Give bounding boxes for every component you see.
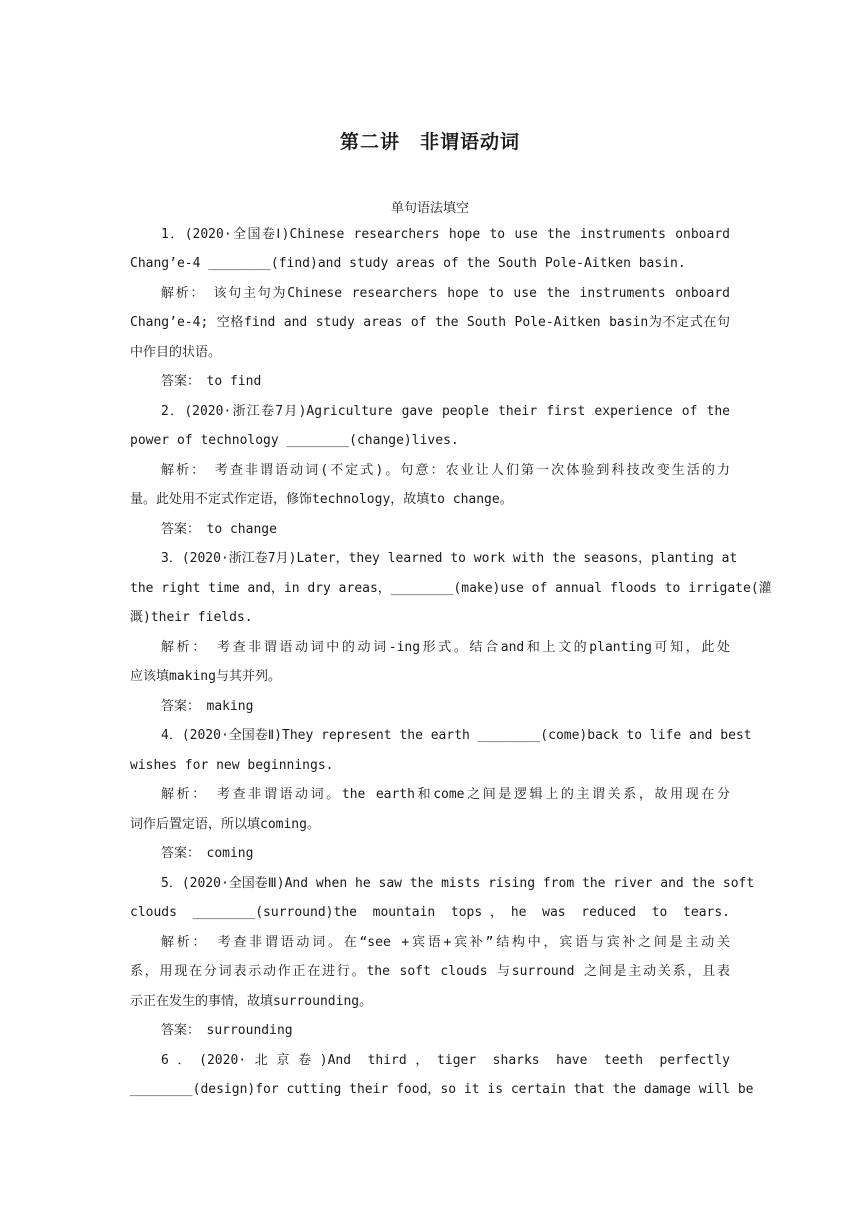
q6-line-1: 6．(2020·北京卷)And third，tiger sharks have teeth perfectly	[161, 1053, 730, 1068]
q1-line-1: 1．(2020·全国卷Ⅰ)Chinese researchers hope to use the instruments onboard	[161, 227, 730, 242]
q2-line-1: 2．(2020·浙江卷7月)Agriculture gave people their first experience of the	[161, 404, 730, 419]
q6-line-2: ________(design)for cutting their food，so it is certain that the damage will be	[130, 1082, 754, 1097]
q3-line-2: the right time and，in dry areas，________(make)use of annual floods to irrigate(灌	[130, 581, 772, 596]
page-title: 第二讲 非谓语动词	[339, 131, 520, 153]
q2-answer: 答案： to change	[161, 522, 277, 537]
q1-analysis-line-1: 解析： 该句主句为Chinese researchers hope to use the instruments onboard	[161, 286, 730, 301]
q4-analysis-line-1: 解析： 考查非谓语动词。the earth和come之间是逻辑上的主谓关系，故用现在分	[161, 787, 730, 802]
q3-line-3: 溉)their fields.	[130, 610, 253, 625]
q4-line-2: wishes for new beginnings.	[130, 758, 334, 773]
q5-line-2: clouds ________(surround)the mountain tops，he was reduced to tears.	[130, 905, 730, 920]
q1-line-2: Chang’e-4 ________(find)and study areas of the South Pole-Aitken basin.	[130, 256, 686, 271]
q5-line-1: 5．(2020·全国卷Ⅲ)And when he saw the mists rising from the river and the soft	[161, 876, 755, 891]
q1-analysis-line-3: 中作目的状语。	[130, 345, 222, 360]
q5-answer: 答案： surrounding	[161, 1023, 293, 1038]
q4-answer: 答案： coming	[161, 846, 254, 861]
q5-analysis-line-3: 示正在发生的事情，故填surrounding。	[130, 994, 373, 1009]
q3-line-1: 3．(2020·浙江卷7月)Later，they learned to work with the seasons，planting at	[161, 551, 738, 566]
q2-line-2: power of technology ________(change)lives.	[130, 433, 459, 448]
q1-answer: 答案： to find	[161, 374, 262, 389]
q4-line-1: 4．(2020·全国卷Ⅱ)They represent the earth ________(come)back to life and best	[161, 728, 752, 743]
q3-analysis-line-2: 应该填making与其并列。	[130, 669, 281, 684]
q3-analysis-line-1: 解析： 考查非谓语动词中的动词-ing形式。结合and和上文的planting可知，此处	[161, 640, 730, 655]
q4-analysis-line-2: 词作后置定语，所以填coming。	[130, 817, 320, 832]
q5-analysis-line-1: 解析： 考查非谓语动词。在“see +宾语+宾补”结构中，宾语与宾补之间是主动关	[161, 935, 730, 950]
q2-analysis-line-1: 解析： 考查非谓语动词(不定式)。句意：农业让人们第一次体验到科技改变生活的力	[161, 463, 730, 478]
q3-answer: 答案： making	[161, 699, 254, 714]
section-subtitle: 单句语法填空	[390, 201, 469, 216]
q2-analysis-line-2: 量。此处用不定式作定语，修饰technology，故填to change。	[130, 492, 513, 507]
q1-analysis-line-2: Chang’e-4; 空格find and study areas of the South Pole-Aitken basin为不定式在句	[130, 315, 730, 330]
q5-analysis-line-2: 系，用现在分词表示动作正在进行。the soft clouds 与surround 之间是主动关系，且表	[130, 964, 730, 979]
